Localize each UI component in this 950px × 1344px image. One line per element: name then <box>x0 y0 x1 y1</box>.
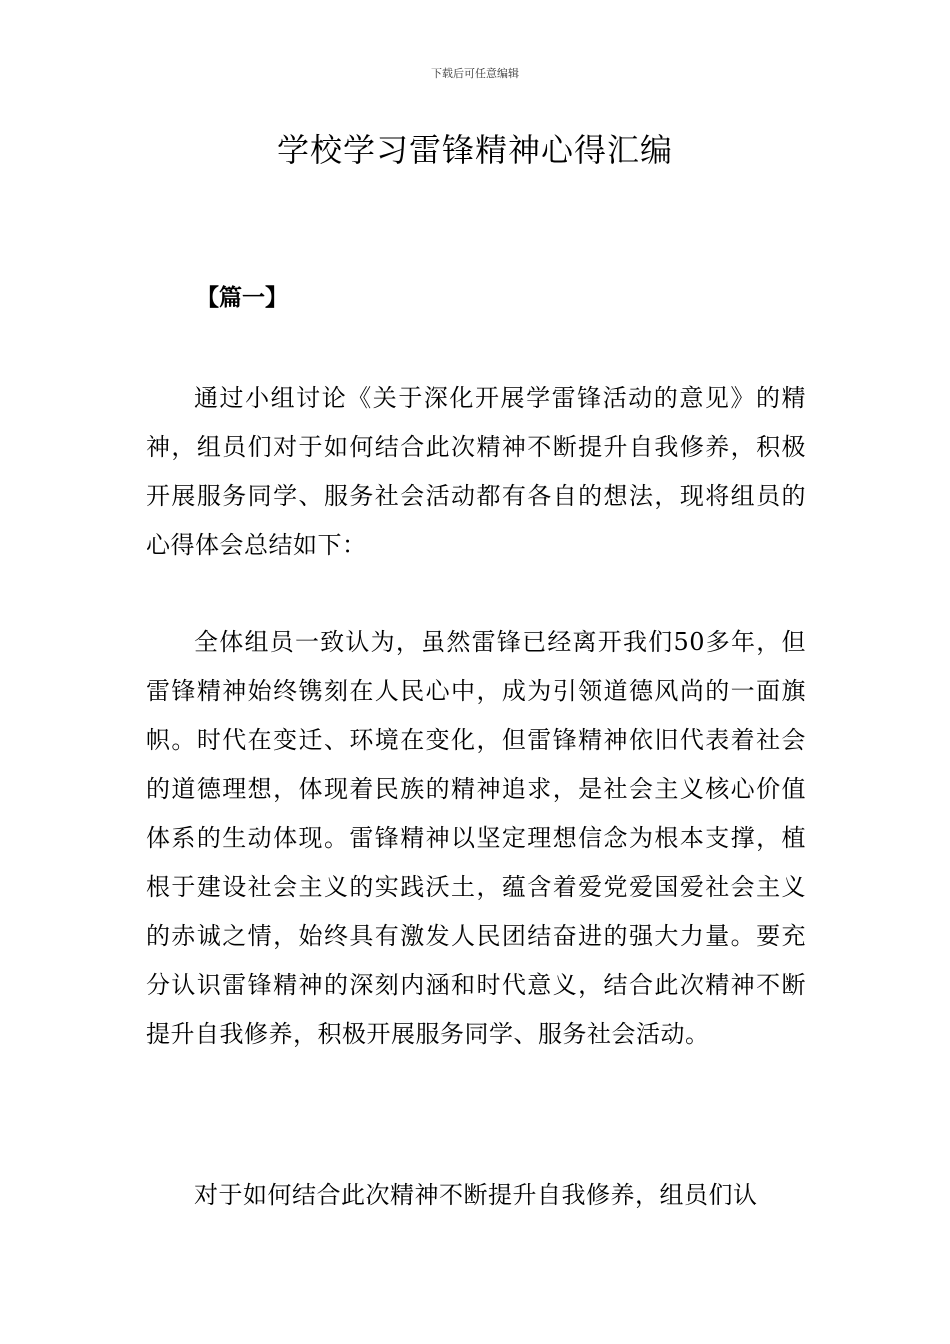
document-title: 学校学习雷锋精神心得汇编 <box>276 131 673 169</box>
header-note: 下载后可任意编辑 <box>431 67 519 80</box>
paragraph-2: 全体组员一致认为，虽然雷锋已经离开我们50多年，但雷锋精神始终镌刻在人民心中，成为引领道德风尚的一面旗帜。时代在变迁、环境在变化，但雷锋精神依旧代表着社会的道德理想，体现着民族的精神追求，是社会主义核心价值体系的生动体现。雷锋精神以坚定理想信念为根本支撑，植根于建设社会主义的实践沃土，蕴含着爱党爱国爱社会主义的赤诚之情，始终具有激发人民团结奋进的强大力量。要充分认识雷锋精神的深刻内涵和时代意义，结合此次精神不断提升自我修养，积极开展服务同学、服务社会活动。 <box>146 628 806 1048</box>
section-heading: 【篇一】 <box>196 285 288 311</box>
paragraph-3: 对于如何结合此次精神不断提升自我修养，组员们认 <box>194 1181 758 1209</box>
paragraph-1: 通过小组讨论《关于深化开展学雷锋活动的意见》的精神，组员们对于如何结合此次精神不断提升自我修养，积极开展服务同学、服务社会活动都有各自的想法，现将组员的心得体会总结如下： <box>146 384 806 559</box>
